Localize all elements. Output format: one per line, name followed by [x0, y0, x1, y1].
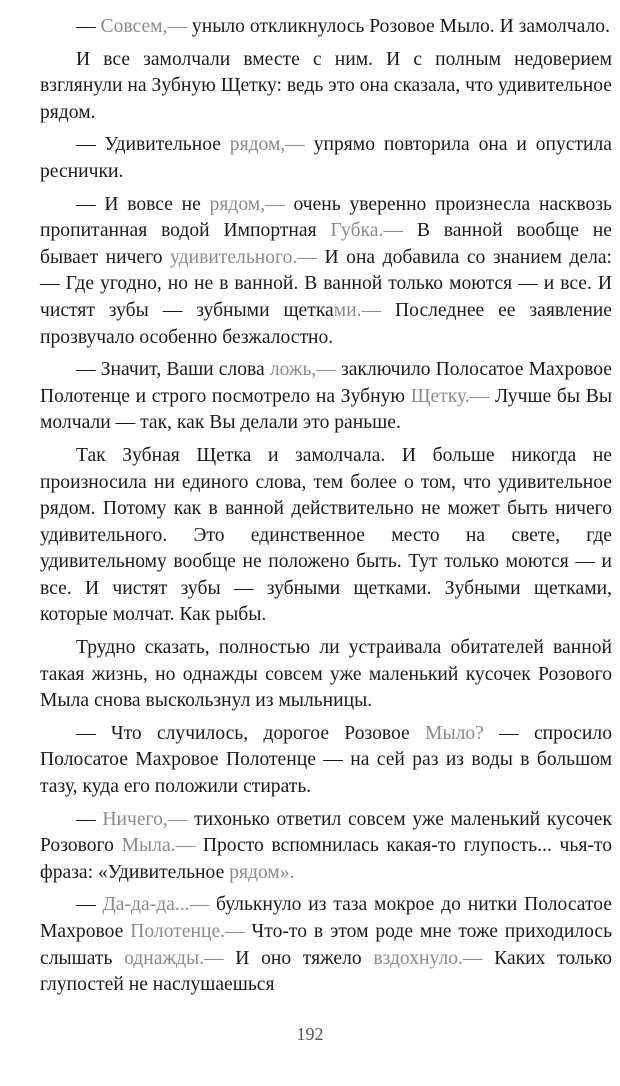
- paragraph: [40, 192, 612, 352]
- faded-text-segment: вздохнуло.—: [373, 947, 483, 969]
- faded-text-segment: рядом,—: [209, 193, 285, 215]
- text-segment: заключило Полосатое Махровое Полотенце и строго посмотрело на Зубную: [40, 359, 612, 407]
- text-segment: очень уверенно произнесла насквозь пропитанная водой Импортная: [40, 193, 612, 242]
- page-number: 192: [296, 1024, 324, 1044]
- faded-text-segment: однажды.—: [124, 947, 224, 969]
- faded-text-segment: Мыла.—: [121, 835, 196, 857]
- text-segment: тихонько ответил совсем уже маленький кусочек Розового: [40, 808, 612, 857]
- text-segment: Так Зубная Щетка и замолчала. И больше никогда не произносила ни единого слова, тем более о том, что удивительное рядом. Потому как в ванной действительно не может быть ничего удивительного. Это единственное место на свете, где удивительному вообще не положено быть. Тут только моются — и все. И чистят зубы — зубными щетками. Зубными щетками, которые молчат. Как рыбы.: [40, 444, 612, 626]
- text-segment: Трудно сказать, полностью ли устраивала обитателей ванной такая жизнь, но однажды совсем уже маленький кусочек Розового Мыла снова выскользнул из мыльницы.: [40, 637, 612, 712]
- faded-text-segment: ми.—: [333, 299, 382, 321]
- text-segment: Последнее ее заявление прозвучало особенно безжалостно.: [40, 299, 612, 348]
- text-segment: — Удивительное: [76, 134, 230, 156]
- text-segment: —: [76, 894, 103, 916]
- faded-text-segment: Да-да-да...—: [102, 894, 210, 916]
- faded-text-segment: рядом,—: [229, 134, 305, 156]
- text-segment: — спросило Полосатое Махровое Полотенце — на сей раз из воды в большом тазу, куда его положили стирать.: [40, 722, 612, 798]
- text-segment: булькнуло из таза мокрое до нитки Полосатое Махровое: [40, 894, 612, 942]
- paragraph: [40, 132, 612, 185]
- paragraph: [40, 807, 612, 887]
- text-segment: Каких только глупостей не наслушаешься: [40, 947, 612, 996]
- text-segment: —: [76, 16, 101, 37]
- faded-text-segment: Ничего,—: [102, 808, 188, 830]
- text-segment: — И вовсе не: [76, 193, 210, 215]
- text-segment: И оно тяжело: [223, 947, 374, 969]
- faded-text-segment: Полотенце.—: [130, 921, 245, 942]
- text-segment: И все замолчали вместе с ним. И с полным недоверием взглянули на Зубную Щетку: ведь это она сказала, что удивительное рядом.: [40, 48, 612, 123]
- faded-text-segment: рядом».: [229, 861, 295, 883]
- faded-text-segment: Щетку.—: [410, 385, 490, 407]
- paragraph: [40, 357, 612, 437]
- faded-text-segment: ложь,—: [269, 359, 336, 381]
- text-segment: Лучше бы Вы молчали — так, как Вы делали это раньше.: [40, 385, 612, 434]
- text-segment: — Что случилось, дорогое Розовое: [76, 722, 426, 744]
- faded-text-segment: Совсем,—: [100, 16, 188, 37]
- paragraph: [40, 635, 612, 715]
- paragraph: [40, 47, 612, 127]
- text-segment: —: [76, 808, 103, 830]
- text-segment: Что-то в этом роде мне тоже приходилось слышать: [40, 921, 613, 969]
- faded-text-segment: удивительного.—: [170, 246, 317, 268]
- text-segment: Просто вспомнилась какая-то глупость... чья-то фраза: «Удивительное: [40, 835, 612, 883]
- faded-text-segment: Мыло?: [425, 722, 484, 744]
- text-segment: уныло откликнулось Розовое Мыло. И замолчало.: [187, 16, 610, 37]
- paragraph: [40, 892, 612, 998]
- text-segment: — Значит, Ваши слова: [76, 359, 270, 381]
- paragraph: [40, 443, 612, 629]
- faded-text-segment: Губка.—: [330, 220, 403, 242]
- text-segment: упрямо повторила она и опустила реснички.: [40, 134, 612, 182]
- paragraph: [40, 14, 612, 41]
- text-segment: И она добавила со знанием дела: — Где угодно, но не в ванной. В ванной только моются — и все. И чистят зубы — зубными щетка: [40, 246, 613, 321]
- text-segment: В ванной вообще не бывает ничего: [40, 220, 612, 268]
- paragraph: [40, 721, 612, 801]
- book-page-body: [40, 14, 612, 1005]
